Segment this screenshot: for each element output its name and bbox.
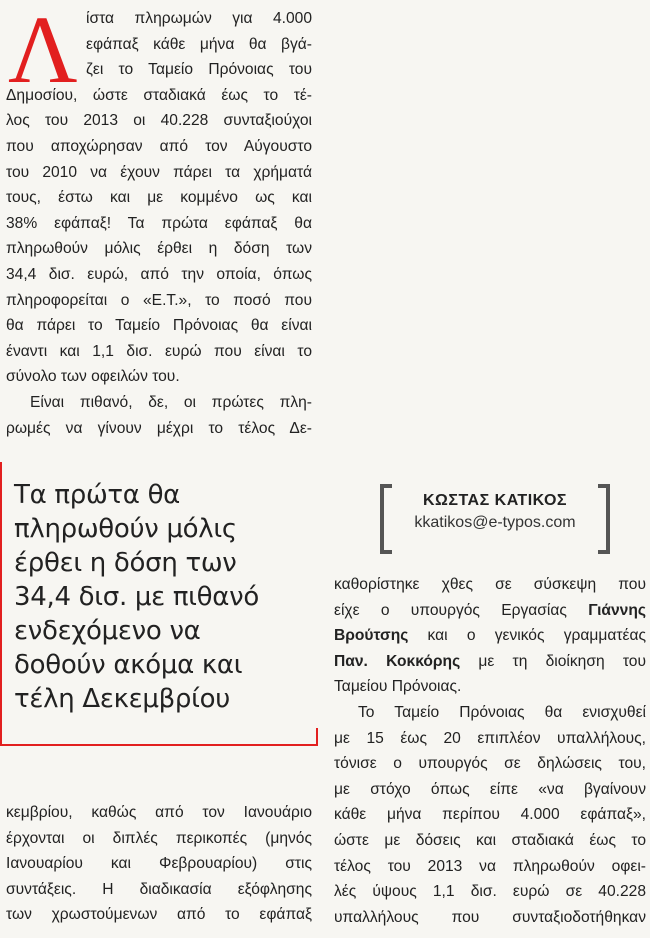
article-line: κάθε μήνα περίπου 4.000 εφάπαξ», [334, 806, 646, 824]
article-line [334, 623, 646, 649]
article-line [334, 598, 646, 624]
article-line: λος του 2013 οι 40.228 συνταξιούχοι [6, 112, 312, 130]
article-bottom-left-column [6, 800, 312, 928]
pull-quote-line: έρθει η δόση των [14, 548, 237, 578]
text-run: και ο γενικός γραμματέας [408, 627, 646, 645]
article-line: καθορίστηκε χθες σε σύσκεψη που [334, 576, 646, 593]
text-run: με τη διοίκηση του [460, 652, 646, 670]
article-line: Ταμείου Πρόνοιας. [334, 678, 462, 696]
author-name: ΚΩΣΤΑΣ ΚΑΤΙΚΟΣ [422, 492, 568, 509]
article-line: υπαλλήλους που συνταξιοδοτήθηκαν [334, 908, 646, 926]
article-line: που αποχώρησαν από τον Αύγουστο [6, 137, 312, 155]
pull-quote-border-left [0, 462, 2, 746]
article-line: 38% εφάπαξ! Τα πρώτα εφάπαξ θα [6, 214, 312, 232]
person-name: Παν. Κοκκόρης [334, 652, 461, 670]
article-line: λές ύψους 1,1 δισ. ευρώ σε 40.228 [334, 883, 646, 901]
article-line: ίστα πληρωμών για 4.000 [86, 10, 312, 27]
article-line: με στόχο όπως είπε «να βγαίνουν [334, 780, 646, 798]
article-line: έρχονται οι διπλές περικοπές (μηνός [6, 829, 312, 847]
article-line: των χρωστούμενων από το εφάπαξ [6, 906, 312, 924]
article-line: τέλος του 2013 να πληρωθούν οφει- [334, 857, 646, 875]
article-right-column [334, 572, 646, 930]
article-line: ώστε με δόσεις και σταδιακά έως το [334, 831, 646, 849]
pull-quote [14, 478, 314, 716]
article-line: ρωμές να γίνουν μέχρι το τέλος Δε- [6, 419, 312, 437]
article-line: 34,4 δισ. ευρώ, από την οποία, όπως [6, 265, 312, 283]
pull-quote-border-bottom [0, 744, 318, 746]
pull-quote-border-tick [316, 728, 318, 746]
person-name: Βρούτσης [334, 627, 409, 645]
article-line: του 2010 να έχουν πάρει τα χρήματά [6, 163, 312, 181]
article-line: πληρωθούν μόλις έρθει η δόση των [6, 240, 312, 258]
article-line [334, 649, 646, 675]
person-name: Γιάννης [588, 601, 646, 619]
article-line: σύνολο των οφειλών του. [6, 368, 180, 386]
byline [380, 484, 610, 548]
article-line: Είναι πιθανό, δε, οι πρώτες πλη- [30, 393, 312, 411]
pull-quote-line: Τα πρώτα θα [14, 480, 181, 510]
article-line: πληροφορείται ο «Ε.Τ.», το ποσό που [6, 291, 312, 309]
text-run: είχε ο υπουργός Εργασίας [334, 601, 589, 619]
article-line: Το Ταμείο Πρόνοιας θα ενισχυθεί [358, 703, 646, 721]
article-line: εφάπαξ κάθε μήνα θα βγά- [86, 35, 312, 53]
pull-quote-line: τέλη Δεκεμβρίου [14, 684, 230, 714]
author-email: kkatikos@e-typos.com [414, 514, 576, 531]
article-line: συντάξεις. Η διαδικασία εξόφλησης [6, 880, 312, 898]
article-line: θα πάρει το Ταμείο Πρόνοιας θα είναι [6, 317, 312, 335]
pull-quote-line: δοθούν ακόμα και [14, 650, 243, 680]
article-line: με 15 έως 20 επιπλέον υπαλλήλους, [334, 729, 646, 747]
article-line: τόνισε ο υπουργός σε δηλώσεις του, [334, 755, 646, 773]
article-line: Δημοσίου, ώστε σταδιακά έως το τέ- [6, 86, 312, 104]
article-line: κεμβρίου, καθώς από τον Ιανουάριο [6, 804, 312, 821]
article-top-column [6, 0, 312, 441]
pull-quote-line: πληρωθούν μόλις [14, 514, 237, 544]
article-line: έναντι και 1,1 δισ. ευρώ που είναι το [6, 342, 312, 360]
pull-quote-line: ενδεχόμενο να [14, 616, 201, 646]
article-line: Ιανουαρίου και Φεβρουαρίου) στις [6, 855, 312, 873]
article-line: τους, έστω και με κομμένο ως και [6, 189, 312, 207]
article-line: ζει το Ταμείο Πρόνοιας του [86, 61, 312, 79]
drop-cap: Λ [8, 0, 78, 103]
pull-quote-line: 34,4 δισ. με πιθανό [14, 582, 259, 612]
